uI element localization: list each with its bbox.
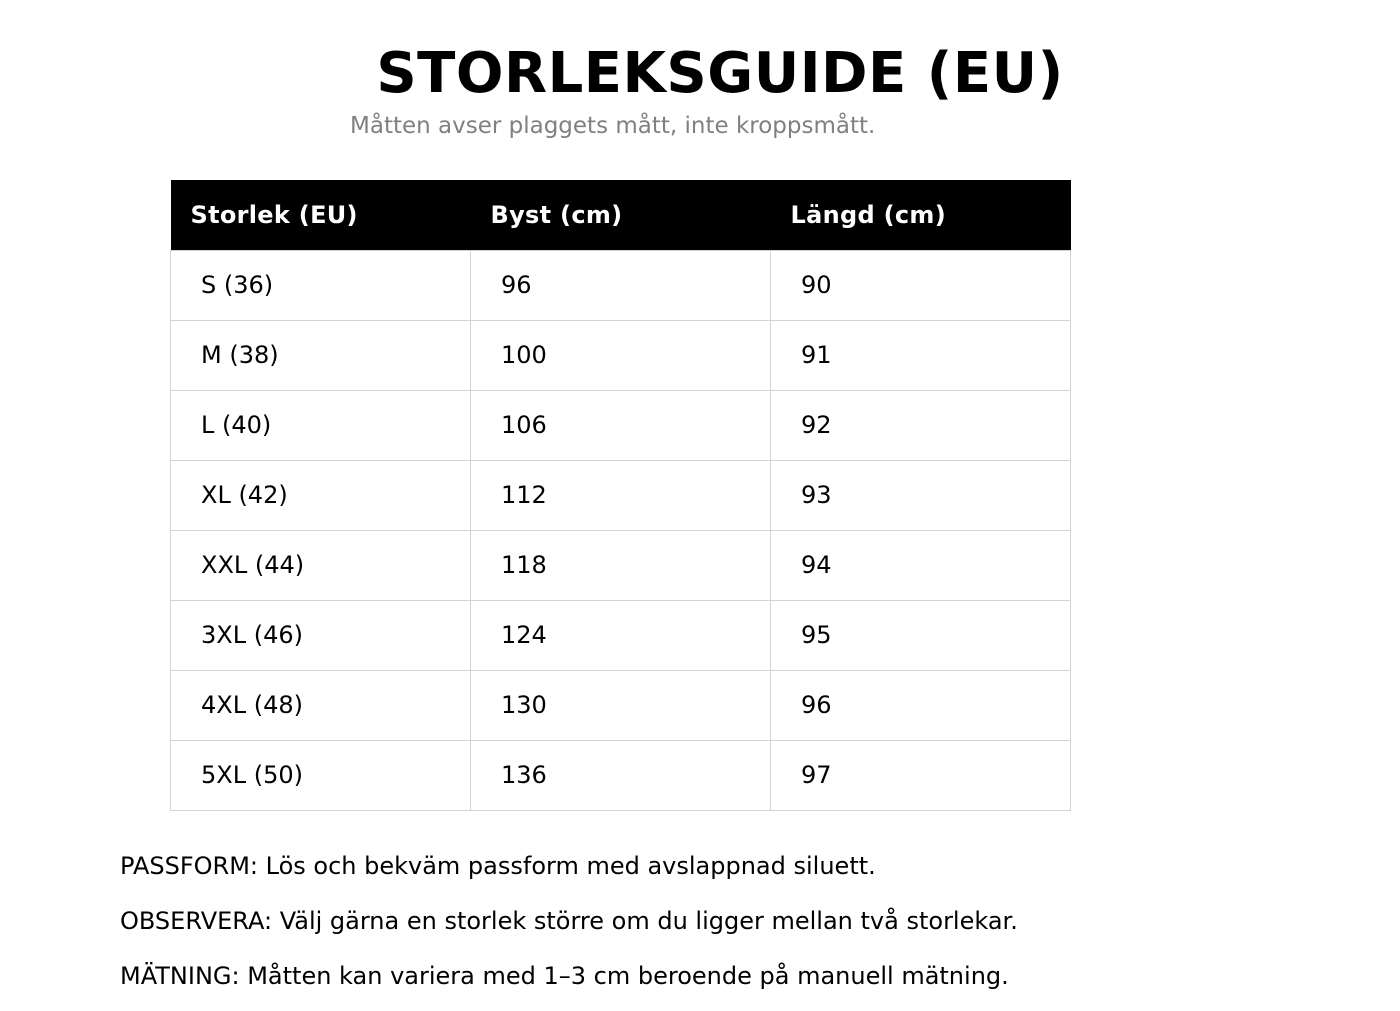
size-cell: 3XL (46) bbox=[171, 600, 471, 670]
size-cell: M (38) bbox=[171, 320, 471, 390]
length-cell: 93 bbox=[771, 460, 1071, 530]
size-cell: XXL (44) bbox=[171, 530, 471, 600]
table-row bbox=[171, 740, 1071, 810]
header-row bbox=[171, 180, 1071, 250]
bust-cell: 112 bbox=[471, 460, 771, 530]
size-table bbox=[170, 180, 1071, 811]
page-subtitle: Måtten avser plaggets mått, inte kroppsmått. bbox=[350, 113, 876, 139]
bust-cell: 106 bbox=[471, 390, 771, 460]
table-row bbox=[171, 320, 1071, 390]
table-row bbox=[171, 250, 1071, 320]
table-header bbox=[171, 180, 1071, 250]
length-cell: 92 bbox=[771, 390, 1071, 460]
size-cell: L (40) bbox=[171, 390, 471, 460]
size-cell: S (36) bbox=[171, 250, 471, 320]
bust-cell: 118 bbox=[471, 530, 771, 600]
bust-cell: 130 bbox=[471, 670, 771, 740]
column-header-size: Storlek (EU) bbox=[171, 180, 471, 250]
bust-cell: 96 bbox=[471, 250, 771, 320]
length-cell: 94 bbox=[771, 530, 1071, 600]
table-row bbox=[171, 390, 1071, 460]
length-cell: 95 bbox=[771, 600, 1071, 670]
bust-cell: 136 bbox=[471, 740, 771, 810]
size-cell: 5XL (50) bbox=[171, 740, 471, 810]
length-cell: 96 bbox=[771, 670, 1071, 740]
column-header-length: Längd (cm) bbox=[771, 180, 1071, 250]
length-cell: 97 bbox=[771, 740, 1071, 810]
table-row bbox=[171, 460, 1071, 530]
note-measurement: MÄTNING: Måtten kan variera med 1–3 cm beroende på manuell mätning. bbox=[120, 962, 1009, 990]
length-cell: 91 bbox=[771, 320, 1071, 390]
note-observe: OBSERVERA: Välj gärna en storlek större om du ligger mellan två storlekar. bbox=[120, 907, 1018, 935]
table-row bbox=[171, 670, 1071, 740]
size-cell: XL (42) bbox=[171, 460, 471, 530]
size-cell: 4XL (48) bbox=[171, 670, 471, 740]
column-header-bust: Byst (cm) bbox=[471, 180, 771, 250]
bust-cell: 100 bbox=[471, 320, 771, 390]
notes-section bbox=[120, 846, 1018, 1011]
page-title: STORLEKSGUIDE (EU) bbox=[376, 41, 1064, 106]
bust-cell: 124 bbox=[471, 600, 771, 670]
table-row bbox=[171, 600, 1071, 670]
table-body bbox=[171, 250, 1071, 810]
table-row bbox=[171, 530, 1071, 600]
length-cell: 90 bbox=[771, 250, 1071, 320]
note-fit: PASSFORM: Lös och bekväm passform med avslappnad siluett. bbox=[120, 852, 876, 880]
